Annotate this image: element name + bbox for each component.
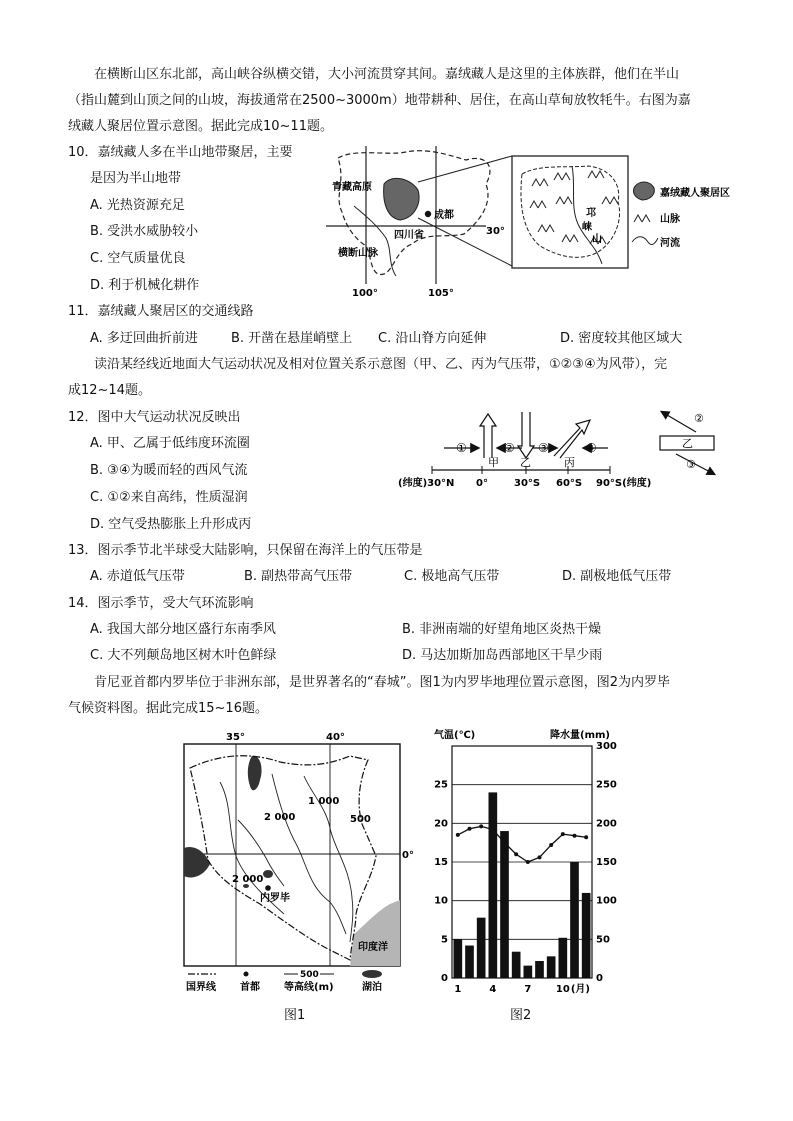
q10-option-c: C. 空气质量优良: [90, 251, 186, 266]
wind-label-2: ②: [504, 441, 515, 455]
q11-option-c: C. 沿山脊方向延伸: [378, 331, 487, 346]
chart-ytick-left: 15: [434, 857, 448, 868]
chart-xtick: 7: [524, 984, 532, 995]
q10-option-d: D. 利于机械化耕作: [90, 278, 200, 293]
lon100-label: 100°: [352, 288, 378, 299]
chart-xtick: 1: [454, 984, 462, 995]
q13-option-c: C. 极地高气压带: [404, 569, 500, 584]
sinking-arrow-yi: [518, 412, 534, 458]
lat0-label: 0°: [402, 850, 414, 861]
nairobi-climate-chart: [432, 726, 622, 998]
chart-ytick-right: 100: [596, 895, 617, 907]
lon40-label: 40°: [326, 732, 345, 743]
wind-label-1: ①: [456, 441, 467, 455]
precip-bar: [547, 956, 556, 978]
inset-mtn-char1: 邛: [586, 208, 596, 219]
q14-option-d: D. 马达加斯加岛西部地区干旱少雨: [402, 648, 603, 663]
precip-bar: [570, 862, 579, 978]
precip-bar: [524, 966, 533, 978]
chart-ylabel-right: 降水量(mm): [550, 730, 610, 741]
q12-option-d: D. 空气受热膨胀上升形成丙: [90, 517, 252, 532]
legend-capital-label: 首都: [240, 982, 260, 993]
temperature-point: [503, 841, 507, 845]
chart-xtick: 10: [555, 984, 570, 995]
chart-ytick-right: 50: [596, 934, 610, 946]
legend-river-icon: [632, 237, 658, 245]
tick-label-30n: (纬度)30°N: [398, 478, 455, 489]
sichuan-label: 四川省: [394, 230, 424, 241]
precip-bar: [454, 939, 463, 978]
temperature-point: [526, 860, 530, 864]
q13-option-b: B. 副热带高气压带: [244, 569, 353, 584]
tick-label-90s: 90°S(纬度): [596, 478, 652, 489]
q14-option-c: C. 大不列颠岛地区树木叶色鲜绿: [90, 648, 277, 663]
intro1-line2: （指山麓到山顶之间的山坡，海拔通常在2500~3000m）地带耕种、居住，在高山草甸放牧牦牛。右图为嘉: [68, 93, 691, 108]
temperature-point: [456, 833, 460, 837]
fig2-caption: 图2: [510, 1008, 532, 1023]
intro2-line2: 成12~14题。: [68, 383, 151, 398]
belt-label-yi: 乙: [520, 456, 531, 469]
wind-label-4: ④: [586, 441, 597, 455]
wind-label-3: ③: [538, 441, 549, 455]
temperature-point: [561, 832, 565, 836]
rising-arrow-jia: [480, 414, 496, 458]
fig1-caption: 图1: [284, 1008, 306, 1023]
lon35-label: 35°: [226, 732, 245, 743]
precip-bar: [489, 792, 498, 978]
q10-stem-cont: 是因为半山地带: [90, 171, 182, 186]
lat30-label: 30°: [486, 226, 505, 237]
chengdu-marker: [425, 211, 431, 217]
temperature-point: [573, 834, 577, 838]
temperature-point: [584, 835, 588, 839]
tick-label-0: 0°: [476, 478, 488, 489]
temperature-point: [491, 828, 495, 832]
chart-ytick-left: 5: [441, 934, 448, 946]
q13-stem: 13．图示季节北半球受大陆影响，只保留在海洋上的气压带是: [68, 543, 423, 558]
chart-ytick-left: 25: [434, 779, 448, 791]
chart-ytick-right: 150: [596, 857, 617, 868]
right-label-2: ②: [694, 412, 704, 425]
chart-ytick-left: 20: [434, 818, 448, 830]
nairobi-label: 内罗毕: [260, 893, 290, 904]
q12-option-b: B. ③④为暖而轻的西风气流: [90, 463, 248, 478]
river-line: [354, 206, 396, 276]
legend-mountain-label: 山脉: [660, 214, 680, 225]
nairobi-marker: [265, 885, 271, 891]
inset-mtn-char3: 山: [592, 234, 602, 245]
q13-option-a: A. 赤道低气压带: [90, 569, 185, 584]
right-label-3: ③: [686, 458, 696, 471]
legend-mountain-icon: [634, 215, 650, 222]
legend-border-label: 国界线: [186, 982, 216, 993]
q12-stem: 12．图中大气运动状况反映出: [68, 410, 241, 425]
contour-2000a-label: 2 000: [264, 812, 296, 823]
ocean-label: 印度洋: [358, 942, 388, 953]
tick-label-30s: 30°S: [514, 478, 541, 489]
q10-stem: 10．嘉绒藏人多在半山地带聚居，主要: [68, 145, 293, 160]
legend-area-swatch: [633, 182, 654, 200]
right-label-yi: 乙: [682, 437, 693, 450]
precip-bar: [582, 893, 591, 978]
precip-bar: [500, 831, 509, 978]
hengduan-label: 横断山脉: [338, 248, 378, 259]
precip-bar: [559, 938, 568, 978]
precip-bar: [477, 918, 486, 978]
chart-ytick-left: 0: [441, 973, 448, 984]
legend-lake-icon: [362, 970, 382, 978]
temperature-point: [514, 852, 518, 856]
q14-stem: 14．图示季节，受大气环流影响: [68, 596, 254, 611]
q13-option-d: D. 副极地低气压带: [562, 569, 672, 584]
q11-stem: 11．嘉绒藏人聚居区的交通线路: [68, 304, 254, 319]
legend-area-label: 嘉绒藏人聚居区: [660, 188, 730, 199]
legend-lake-label: 湖泊: [362, 982, 382, 993]
chart-ytick-right: 200: [596, 818, 617, 830]
contour-500-label: 500: [350, 814, 371, 825]
lon105-label: 105°: [428, 288, 454, 299]
precip-bar: [512, 952, 521, 978]
inset-frame: [512, 156, 628, 268]
intro3-line1: 肯尼亚首都内罗毕位于非洲东部，是世界著名的“春城”。图1为内罗毕地理位置示意图，图2为内罗毕: [94, 675, 671, 690]
legend-contour-label: 等高线(m): [284, 982, 334, 993]
legend-river-label: 河流: [660, 238, 680, 249]
chart-ylabel-left: 气温(℃): [434, 730, 476, 741]
chart-ytick-right: 300: [596, 741, 617, 752]
legend-contour-value: 500: [300, 970, 319, 980]
intro2-line1: 读沿某经线近地面大气运动状况及相对位置关系示意图（甲、乙、丙为气压带，①②③④为风带），完: [94, 357, 668, 372]
q14-option-a: A. 我国大部分地区盛行东南季风: [90, 622, 276, 637]
contour-2000b-label: 2 000: [232, 874, 264, 885]
intro3-line2: 气候资料图。据此完成15~16题。: [68, 701, 268, 716]
q10-option-b: B. 受洪水威胁较小: [90, 224, 199, 239]
belt-label-jia: 甲: [488, 456, 499, 469]
tick-label-60s: 60°S: [556, 478, 583, 489]
q14-option-b: B. 非洲南端的好望角地区炎热干燥: [402, 622, 602, 637]
q11-option-d: D. 密度较其他区域大: [560, 331, 683, 346]
chart-ytick-right: 250: [596, 779, 617, 791]
chart-xlabel: (月): [570, 984, 590, 995]
belt-label-bing: 丙: [564, 456, 575, 469]
q11-option-a: A. 多迂回曲折前进: [90, 331, 198, 346]
temperature-point: [538, 855, 542, 859]
plateau-label: 青藏高原: [332, 182, 372, 193]
sichuan-map-figure: [326, 146, 746, 298]
intro1-line3: 绒藏人聚居位置示意图。据此完成10~11题。: [68, 119, 333, 134]
precip-bar: [535, 961, 544, 978]
temperature-line: [458, 826, 586, 862]
contour-1000-label: 1 000: [308, 796, 340, 807]
legend-capital-icon: [244, 972, 249, 977]
chart-ytick-left: 10: [434, 895, 448, 907]
q12-option-a: A. 甲、乙属于低纬度环流圈: [90, 436, 250, 451]
wind-belt-figure: [398, 408, 732, 494]
chengdu-label: 成都: [434, 210, 454, 221]
wind-arrow-right-2: [662, 412, 696, 432]
temperature-point: [468, 827, 472, 831]
rising-arrow-bing: [554, 420, 590, 458]
nairobi-map-figure: [180, 728, 414, 1000]
q10-option-a: A. 光热资源充足: [90, 198, 185, 213]
temperature-point: [549, 843, 553, 847]
temperature-point: [479, 824, 483, 828]
chart-ytick-right: 0: [596, 973, 603, 984]
q11-option-b: B. 开凿在悬崖峭壁上: [231, 331, 353, 346]
q12-option-c: C. ①②来自高纬，性质湿润: [90, 490, 248, 505]
inset-mtn-char2: 崃: [582, 222, 592, 233]
chart-xtick: 4: [489, 984, 497, 995]
jiarong-area-shape: [384, 178, 419, 220]
precip-bar: [465, 946, 474, 978]
intro1-line1: 在横断山区东北部，高山峡谷纵横交错，大小河流贯穿其间。嘉绒藏人是这里的主体族群，他们在半山: [94, 67, 680, 82]
